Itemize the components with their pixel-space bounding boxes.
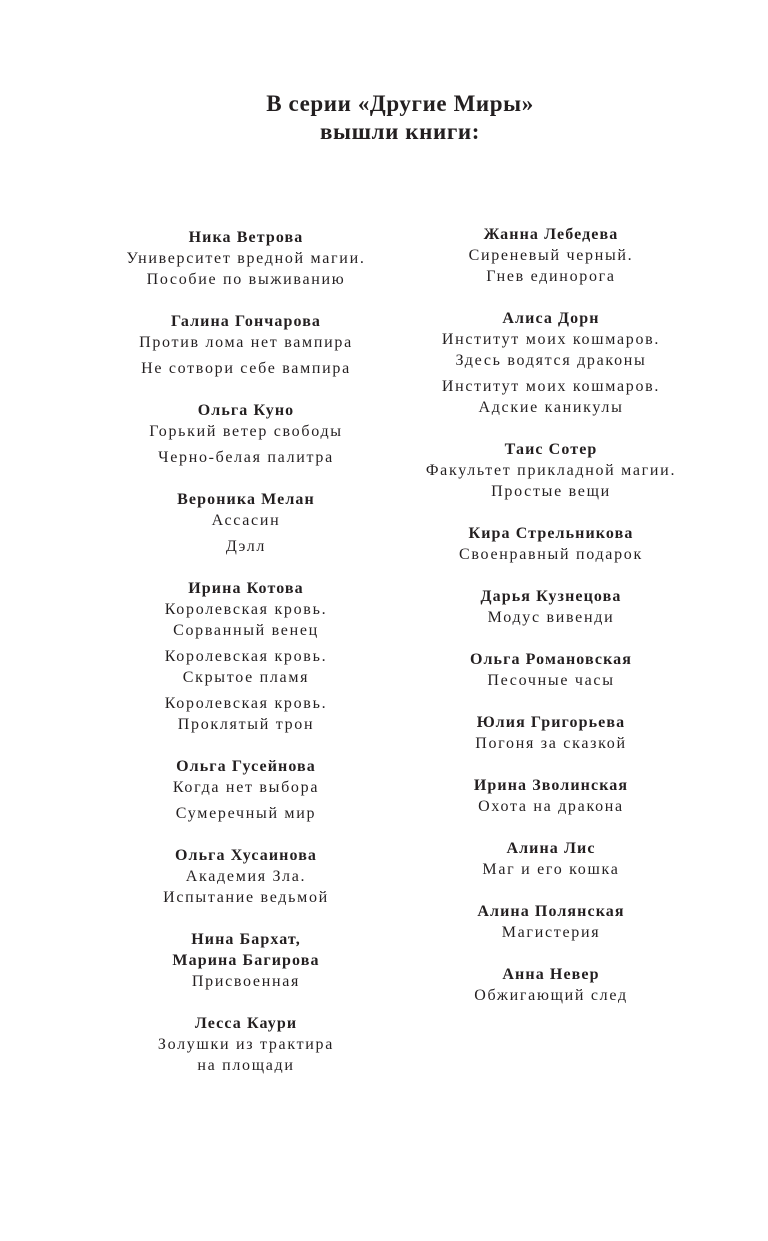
book-title-line: Против лома нет вампира: [139, 334, 353, 351]
author-name: Галина Гончарова: [170, 313, 322, 330]
series-heading-line2: вышли книги:: [319, 119, 480, 144]
book-title: [381, 670, 721, 691]
author-name: Вероника Мелан: [177, 491, 315, 508]
book-title-line: Черно-белая палитра: [158, 449, 334, 466]
book-title-line: Гнев единорога: [486, 268, 616, 285]
book-title: [381, 859, 721, 880]
book-title-line: Обжигающий след: [474, 987, 628, 1004]
book-title-line: Адские каникулы: [478, 399, 624, 416]
book-title-line: Присвоенная: [191, 973, 301, 990]
author-entry: [381, 775, 721, 817]
author-name: Ольга Романовская: [469, 651, 633, 668]
book-title: [76, 536, 416, 557]
author-entry: [381, 224, 721, 287]
book-title: [76, 646, 416, 688]
book-title: [381, 733, 721, 754]
author-entry: [381, 308, 721, 418]
book-title-line: Дэлл: [225, 538, 267, 555]
author-name: Юлия Григорьева: [476, 714, 626, 731]
book-title: [76, 1034, 416, 1076]
author-name: Ольга Куно: [197, 402, 295, 419]
book-title-line: Институт моих кошмаров.: [441, 378, 661, 395]
book-title-line: Золушки из трактира: [157, 1036, 335, 1053]
book-title-line: Академия Зла.: [185, 868, 307, 885]
book-title-line: Королевская кровь.: [164, 601, 328, 618]
book-title: [76, 777, 416, 798]
author-name: Дарья Кузнецова: [480, 588, 622, 605]
book-title-line: Своенравный подарок: [459, 546, 643, 563]
book-title-line: Модус вивенди: [487, 609, 615, 626]
book-title-line: Испытание ведьмой: [163, 889, 329, 906]
author-entry: [76, 227, 416, 290]
author-entry: [76, 756, 416, 824]
book-title: [381, 329, 721, 371]
book-title-line: Горький ветер свободы: [149, 423, 343, 440]
book-title: [76, 693, 416, 735]
author-entry: [381, 838, 721, 880]
book-title-line: Погоня за сказкой: [475, 735, 627, 752]
book-title-line: Королевская кровь.: [164, 695, 328, 712]
book-title: [76, 358, 416, 379]
book-title-line: Сумеречный мир: [175, 805, 317, 822]
author-name: Лесса Каури: [194, 1015, 298, 1032]
book-title-line: на площади: [197, 1057, 295, 1074]
author-name: Ника Ветрова: [188, 229, 304, 246]
author-name: Алина Полянская: [477, 903, 625, 920]
book-title: [76, 510, 416, 531]
book-title: [76, 447, 416, 468]
book-title-line: Охота на дракона: [478, 798, 624, 815]
author-entry: [381, 439, 721, 502]
book-title: [381, 245, 721, 287]
author-name: Алина Лис: [506, 840, 596, 857]
author-entry: [76, 929, 416, 992]
book-title-line: Проклятый трон: [177, 716, 315, 733]
book-list-right-column: [381, 224, 721, 1027]
book-title-line: Не сотвори себе вампира: [141, 360, 351, 377]
author-entry: [381, 964, 721, 1006]
book-title-line: Здесь водятся драконы: [455, 352, 647, 369]
book-title-line: Когда нет выбора: [172, 779, 320, 796]
book-title-line: Маг и его кошка: [482, 861, 620, 878]
book-title: [76, 248, 416, 290]
book-title: [381, 607, 721, 628]
book-title-line: Пособие по выживанию: [146, 271, 346, 288]
book-title-line: Факультет прикладной магии.: [425, 462, 677, 479]
author-name: Жанна Лебедева: [483, 226, 619, 243]
author-entry: [76, 400, 416, 468]
book-title: [76, 599, 416, 641]
author-name: Нина Бархат,: [191, 931, 301, 948]
author-name: Ирина Котова: [188, 580, 304, 597]
author-entry: [381, 901, 721, 943]
author-entry: [76, 1013, 416, 1076]
book-title: [76, 421, 416, 442]
book-title: [381, 460, 721, 502]
series-heading: [0, 90, 768, 146]
book-title-line: Королевская кровь.: [164, 648, 328, 665]
book-title: [76, 971, 416, 992]
book-title: [381, 376, 721, 418]
book-title: [381, 922, 721, 943]
book-title-line: Ассасин: [211, 512, 281, 529]
author-entry: [381, 586, 721, 628]
author-name: Анна Невер: [502, 966, 600, 983]
book-title: [76, 866, 416, 908]
author-name: Таис Сотер: [504, 441, 598, 458]
author-name: Ольга Хусаинова: [174, 847, 318, 864]
series-heading-line1: В серии «Другие Миры»: [266, 91, 534, 116]
author-entry: [76, 845, 416, 908]
author-entry: [76, 489, 416, 557]
book-title: [76, 803, 416, 824]
book-title-line: Магистерия: [501, 924, 601, 941]
book-title: [381, 796, 721, 817]
book-title: [381, 985, 721, 1006]
author-name: Ирина Зволинская: [473, 777, 629, 794]
author-name: Алиса Дорн: [502, 310, 600, 327]
author-entry: [381, 523, 721, 565]
book-title-line: Песочные часы: [487, 672, 615, 689]
book-title-line: Сорванный венец: [173, 622, 319, 639]
author-name: Кира Стрельникова: [468, 525, 634, 542]
book-title-line: Институт моих кошмаров.: [441, 331, 661, 348]
book-title-line: Университет вредной магии.: [126, 250, 366, 267]
book-title: [381, 544, 721, 565]
author-entry: [76, 311, 416, 379]
author-entry: [76, 578, 416, 735]
book-title-line: Скрытое пламя: [182, 669, 310, 686]
author-entry: [381, 649, 721, 691]
author-entry: [381, 712, 721, 754]
book-title-line: Простые вещи: [491, 483, 611, 500]
author-name: Ольга Гусейнова: [176, 758, 316, 775]
book-list-left-column: [76, 227, 416, 1097]
author-name: Марина Багирова: [172, 952, 320, 969]
book-title: [76, 332, 416, 353]
book-title-line: Сиреневый черный.: [468, 247, 634, 264]
